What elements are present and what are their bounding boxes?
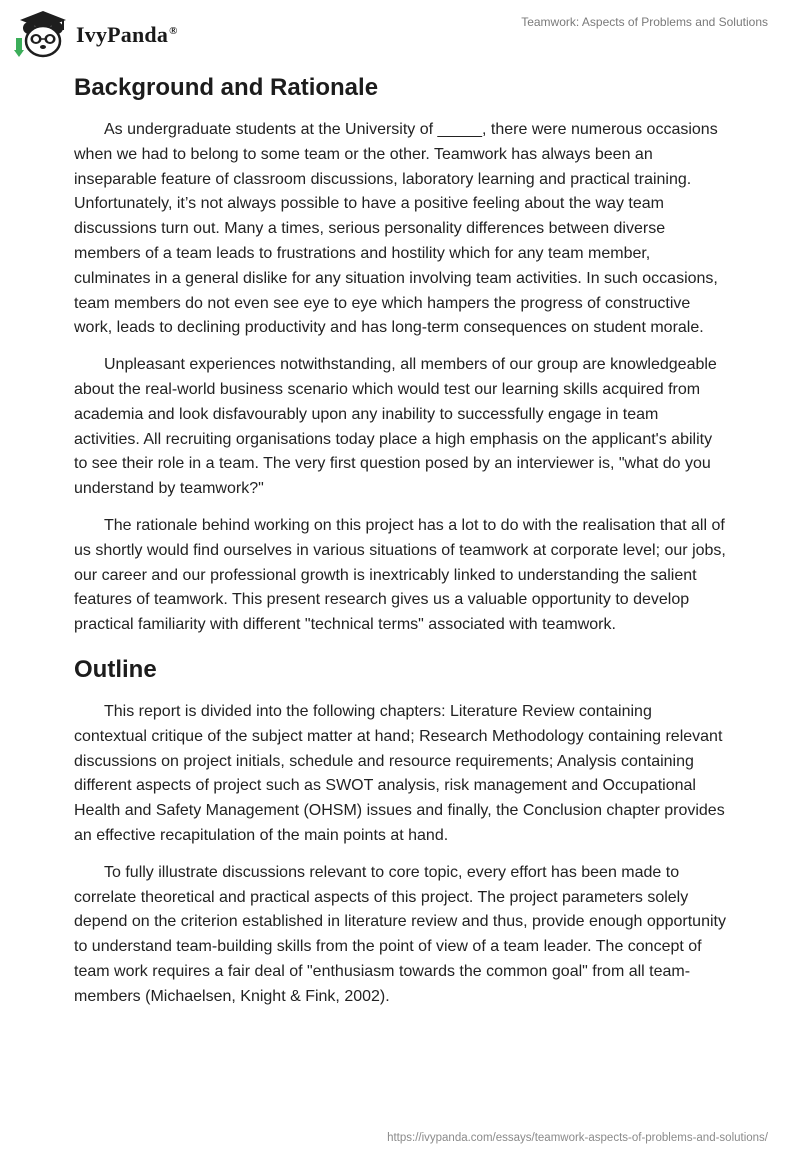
paragraph: Unpleasant experiences notwithstanding, all members of our group are knowledgeable about the real-world business scenario which would test our learning skills acquired from academia and look disfavourably upon any inability to successfully engage in team activities. All recruiting organisations today place a high emphasis on the applicant's ability to see their role in a team. The very first question posed by an interviewer is, "what do you understand by teamwork?" — [74, 356, 717, 498]
source-url-link[interactable]: https://ivypanda.com/essays/teamwork-aspects-of-problems-and-solutions/ — [387, 1132, 768, 1144]
registered-mark: ® — [169, 24, 178, 37]
document-running-title: Teamwork: Aspects of Problems and Solutions — [521, 15, 768, 29]
essay-body — [74, 72, 726, 1022]
panda-logo-icon — [14, 8, 72, 60]
page-header — [0, 0, 800, 70]
brand-logo[interactable] — [14, 8, 178, 60]
paragraph: This report is divided into the following chapters: Literature Review containing contextual critique of the subject matter at hand; Research Methodology containing relevant discussions on project initials, schedule and resource requirements; Analysis containing different aspects of project such as SWOT analysis, risk management and Occupational Health and Safety Management (OHSM) issues and finally, the Conclusion chapter provides an effective recapitulation of the main points at hand. — [74, 702, 725, 844]
paragraph: As undergraduate students at the University of _____, there were numerous occasions when we had to belong to some team or the other. Teamwork has always been an inseparable feature of classroom discussions, laboratory learning and practical training. Unfortunately, it’s not always possible to have a positive feeling about the way team discussions turn out. Many a times, serious personality differences between diverse members of a team leads to frustrations and hostility which for any team member, culminates in a general dislike for any situation involving team activities. In such occasions, team members do not even see eye to eye which hampers the progress of constructive work, leads to declining productivity and has long-term consequences on student morale. — [74, 121, 718, 337]
brand-name: IvyPanda® — [76, 22, 178, 47]
section-heading-outline: Outline — [74, 655, 157, 683]
paragraph: To fully illustrate discussions relevant to core topic, every effort has been made to correlate theoretical and practical aspects of this project. The project parameters solely depend on the criterion established in literature review and thus, provide enough opportunity to understand team-building skills from the point of view of a team leader. The concept of team work requires a fair deal of "enthusiasm towards the common goal" from all team-members (Michaelsen, Knight & Fink, 2002). — [74, 863, 726, 1005]
section-heading-background: Background and Rationale — [74, 74, 379, 101]
paragraph: The rationale behind working on this project has a lot to do with the realisation that all of us shortly would find ourselves in various situations of teamwork at corporate level; our jobs, our career and our professional growth is inextricably linked to understanding the salient features of teamwork. This present research gives us a valuable opportunity to develop practical familiarity with different "technical terms" associated with teamwork. — [74, 516, 726, 634]
